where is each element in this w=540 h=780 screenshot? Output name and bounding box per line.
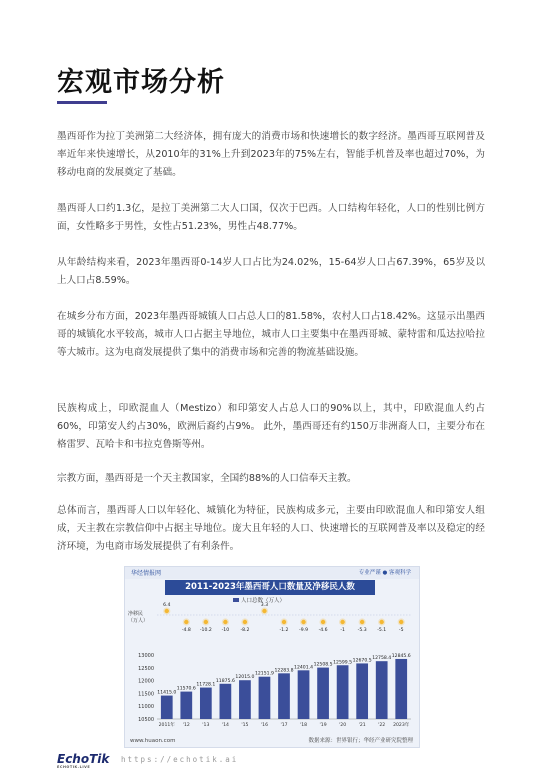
y-tick-label: 11000: [138, 704, 154, 711]
migration-bubble-halo: [359, 618, 366, 625]
x-tick-label: '17: [280, 723, 288, 728]
population-bar: [200, 688, 212, 719]
migration-bubble-halo: [222, 618, 229, 625]
bar-value-label: 12670.5: [352, 658, 372, 664]
migration-value-label: 3.3: [260, 603, 269, 608]
x-tick-label: 2011年: [158, 723, 175, 728]
population-bar: [298, 670, 310, 719]
x-tick-label: '15: [241, 723, 249, 728]
chart-brand: 华经情报网: [131, 570, 162, 577]
migration-value-label: -9.9: [299, 628, 309, 633]
migration-value-label: -10.2: [199, 628, 212, 633]
population-bar: [161, 696, 173, 719]
bar-value-label: 12758.4: [372, 656, 392, 662]
migration-bubble-halo: [398, 618, 405, 625]
x-tick-label: '21: [358, 723, 366, 728]
chart-source-url: www.huaon.com: [130, 738, 176, 744]
bar-value-label: 12599.5: [333, 660, 353, 666]
migration-bubble-halo: [202, 618, 209, 625]
logo-text: EchoTik: [57, 752, 110, 766]
population-bar: [180, 692, 192, 719]
migration-value-label: -5: [398, 628, 404, 633]
chart-source-note: 数据来源：世界银行；华经产业研究院整理: [308, 738, 413, 744]
migration-bubble-halo: [280, 618, 287, 625]
x-tick-label: 2023年: [393, 723, 410, 728]
population-bar: [337, 665, 349, 719]
echotik-logo: [57, 752, 109, 769]
migration-axis-label: 净移民: [128, 611, 144, 617]
migration-value-label: -1.2: [279, 628, 289, 633]
bar-value-label: 11875.6: [215, 678, 235, 684]
bar-value-label: 11728.1: [196, 682, 216, 688]
migration-bubble-halo: [163, 607, 170, 614]
paragraph-ethnicity: 民族构成上，印欧混血人（Mestizo）和印第安人占总人口的90%以上，其中，印欧混血人约占60%，印第安人约占30%，欧洲后裔约占9%。 此外，墨西哥还有约150万非洲裔人口，主要分布在格雷罗、瓦哈卡和韦拉克鲁斯等州。: [57, 403, 485, 450]
population-bar: [356, 663, 368, 719]
x-tick-label: '13: [202, 723, 210, 728]
x-tick-label: '20: [339, 723, 347, 728]
x-tick-label: '18: [299, 723, 308, 728]
migration-value-label: -4.6: [318, 628, 328, 633]
bar-value-label: 12015.0: [235, 675, 255, 681]
chart-brand-slogan: 专业严谨 ● 客观科学: [358, 570, 411, 576]
y-tick-label: 10500: [138, 717, 154, 723]
migration-bubble-halo: [339, 618, 346, 625]
bar-value-label: 12845.6: [391, 653, 411, 659]
population-bar: [239, 680, 251, 719]
migration-value-label: -10: [221, 628, 230, 633]
migration-bubble-halo: [319, 618, 326, 625]
migration-bubble-halo: [183, 618, 190, 625]
migration-value-label: -1: [340, 628, 345, 633]
y-tick-label: 12500: [138, 665, 154, 672]
footer-url: https://echotik.ai: [121, 755, 239, 764]
population-bar: [395, 659, 407, 719]
population-bar: [278, 673, 290, 719]
population-chart: [124, 566, 420, 748]
migration-bubble-halo: [300, 618, 307, 625]
y-tick-label: 11500: [138, 691, 154, 698]
chart-plot: [125, 567, 419, 747]
bar-value-label: 12151.9: [254, 671, 274, 677]
legend-swatch: [233, 598, 239, 602]
bar-value-label: 12283.8: [274, 668, 294, 674]
migration-value-label: -8.2: [240, 628, 250, 633]
paragraph-urban: 在城乡分布方面，2023年墨西哥城镇人口占总人口的81.58%，农村人口占18.42%。这显示出墨西哥的城镇化水平较高，城市人口占据主导地位，城市人口主要集中在墨西哥城、蒙特雷和瓜达拉哈拉等大城市。这为电商发展提供了集中的消费市场和完善的物流基础设施。: [57, 311, 485, 358]
paragraph-age: 从年龄结构来看，2023年墨西哥0-14岁人口占比为24.02%，15-64岁人口占67.39%，65岁及以上人口占8.59%。: [57, 257, 485, 286]
population-bar: [376, 661, 388, 719]
population-bar: [220, 684, 232, 719]
chart-title: 2011-2023年墨西哥人口数量及净移民人数: [165, 580, 375, 595]
x-tick-label: '22: [378, 723, 386, 728]
population-bar: [259, 677, 271, 719]
logo-subtext: ECHOTIK.LIVE: [57, 765, 91, 769]
paragraph-population: 墨西哥人口约1.3亿，是拉丁美洲第二大人口国，仅次于巴西。人口结构年轻化，人口的性别比例方面，女性略多于男性，女性占51.23%，男性占48.77%。: [57, 203, 485, 232]
title-underline: [57, 101, 107, 104]
migration-value-label: -5.3: [357, 628, 367, 633]
population-bar: [317, 668, 329, 719]
x-tick-label: '19: [319, 723, 327, 728]
paragraph-internet: 墨西哥作为拉丁美洲第二大经济体，拥有庞大的消费市场和快速增长的数字经济。墨西哥互联网普及率近年来快速增长，从2010年的31%上升到2023年的75%左右，智能手机普及率也超过70%，为移动电商的发展奠定了基础。: [57, 131, 485, 178]
migration-bubble-halo: [378, 618, 385, 625]
paragraph-religion: 宗教方面，墨西哥是一个天主教国家，全国约88%的人口信奉天主教。: [57, 473, 357, 484]
page-title: 宏观市场分析: [57, 67, 225, 98]
migration-axis-label-unit: （万人）: [128, 618, 149, 624]
x-tick-label: '16: [260, 723, 269, 728]
bar-value-label: 11570.6: [176, 686, 196, 692]
migration-value-label: 6.4: [163, 603, 171, 608]
paragraph-summary: 总体而言，墨西哥人口以年轻化、城镇化为特征，民族构成多元，主要由印欧混血人和印第安人组成，天主教在宗教信仰中占据主导地位。庞大且年轻的人口、快速增长的互联网普及率以及稳定的经济环境，为电商市场发展提供了有利条件。: [57, 505, 485, 552]
x-tick-label: '14: [221, 723, 229, 728]
y-tick-label: 12000: [138, 678, 154, 685]
migration-value-label: -4.8: [181, 628, 191, 633]
bar-value-label: 12401.4: [294, 665, 314, 671]
y-tick-label: 13000: [138, 653, 154, 659]
x-tick-label: '12: [182, 723, 190, 728]
migration-value-label: -5.1: [377, 628, 387, 633]
migration-bubble-halo: [261, 607, 268, 614]
migration-bubble-halo: [241, 618, 248, 625]
bar-value-label: 11415.0: [157, 690, 177, 696]
legend-label: 人口总数（万人）: [241, 598, 286, 604]
bar-value-label: 12508.5: [313, 662, 333, 668]
